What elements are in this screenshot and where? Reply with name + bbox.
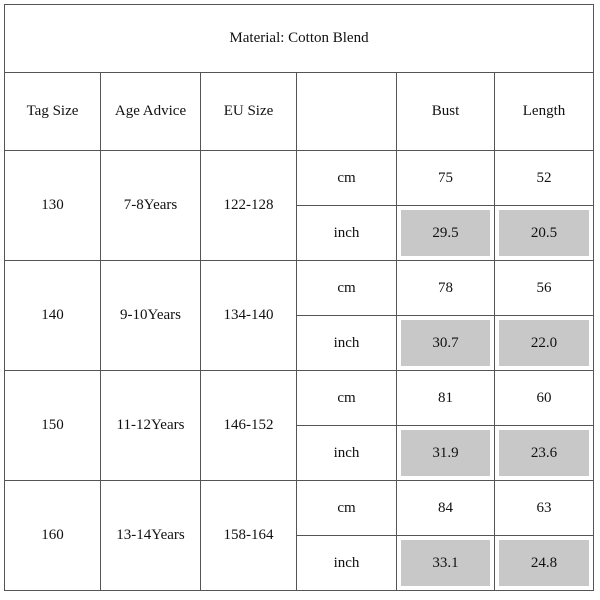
bust-inch-cell bbox=[397, 536, 495, 591]
length-inch-value: 20.5 bbox=[499, 210, 589, 256]
tag-size-cell: 160 bbox=[5, 481, 101, 591]
table-title: Material: Cotton Blend bbox=[5, 5, 594, 73]
eu-size-cell: 134-140 bbox=[201, 261, 297, 371]
size-chart-table bbox=[4, 4, 594, 591]
unit-inch-cell: inch bbox=[297, 206, 397, 261]
bust-inch-value: 31.9 bbox=[401, 430, 490, 476]
header-tag-size: Tag Size bbox=[5, 73, 101, 151]
length-inch-value: 24.8 bbox=[499, 540, 589, 586]
age-advice-cell: 13-14Years bbox=[101, 481, 201, 591]
header-length: Length bbox=[495, 73, 594, 151]
header-age-advice: Age Advice bbox=[101, 73, 201, 151]
unit-cm-cell: cm bbox=[297, 371, 397, 426]
header-row bbox=[5, 73, 594, 151]
bust-cm-cell: 84 bbox=[397, 481, 495, 536]
bust-cm-cell: 81 bbox=[397, 371, 495, 426]
header-unit bbox=[297, 73, 397, 151]
bust-inch-value: 30.7 bbox=[401, 320, 490, 366]
length-cm-cell: 63 bbox=[495, 481, 594, 536]
unit-cm-cell: cm bbox=[297, 261, 397, 316]
length-inch-value: 23.6 bbox=[499, 430, 589, 476]
age-advice-cell: 7-8Years bbox=[101, 151, 201, 261]
length-inch-cell bbox=[495, 426, 594, 481]
length-cm-cell: 56 bbox=[495, 261, 594, 316]
bust-cm-cell: 78 bbox=[397, 261, 495, 316]
header-eu-size: EU Size bbox=[201, 73, 297, 151]
bust-cm-cell: 75 bbox=[397, 151, 495, 206]
eu-size-cell: 122-128 bbox=[201, 151, 297, 261]
title-row bbox=[5, 5, 594, 73]
length-inch-cell bbox=[495, 536, 594, 591]
tag-size-cell: 130 bbox=[5, 151, 101, 261]
unit-inch-cell: inch bbox=[297, 316, 397, 371]
unit-cm-cell: cm bbox=[297, 151, 397, 206]
length-cm-cell: 52 bbox=[495, 151, 594, 206]
table-row bbox=[5, 481, 594, 536]
header-bust: Bust bbox=[397, 73, 495, 151]
bust-inch-cell bbox=[397, 316, 495, 371]
age-advice-cell: 11-12Years bbox=[101, 371, 201, 481]
table-row bbox=[5, 371, 594, 426]
bust-inch-cell bbox=[397, 426, 495, 481]
length-inch-cell bbox=[495, 316, 594, 371]
tag-size-cell: 140 bbox=[5, 261, 101, 371]
length-inch-cell bbox=[495, 206, 594, 261]
unit-cm-cell: cm bbox=[297, 481, 397, 536]
bust-inch-value: 29.5 bbox=[401, 210, 490, 256]
unit-inch-cell: inch bbox=[297, 536, 397, 591]
unit-inch-cell: inch bbox=[297, 426, 397, 481]
eu-size-cell: 146-152 bbox=[201, 371, 297, 481]
age-advice-cell: 9-10Years bbox=[101, 261, 201, 371]
tag-size-cell: 150 bbox=[5, 371, 101, 481]
table-row bbox=[5, 151, 594, 206]
eu-size-cell: 158-164 bbox=[201, 481, 297, 591]
bust-inch-value: 33.1 bbox=[401, 540, 490, 586]
length-cm-cell: 60 bbox=[495, 371, 594, 426]
bust-inch-cell bbox=[397, 206, 495, 261]
table-row bbox=[5, 261, 594, 316]
length-inch-value: 22.0 bbox=[499, 320, 589, 366]
